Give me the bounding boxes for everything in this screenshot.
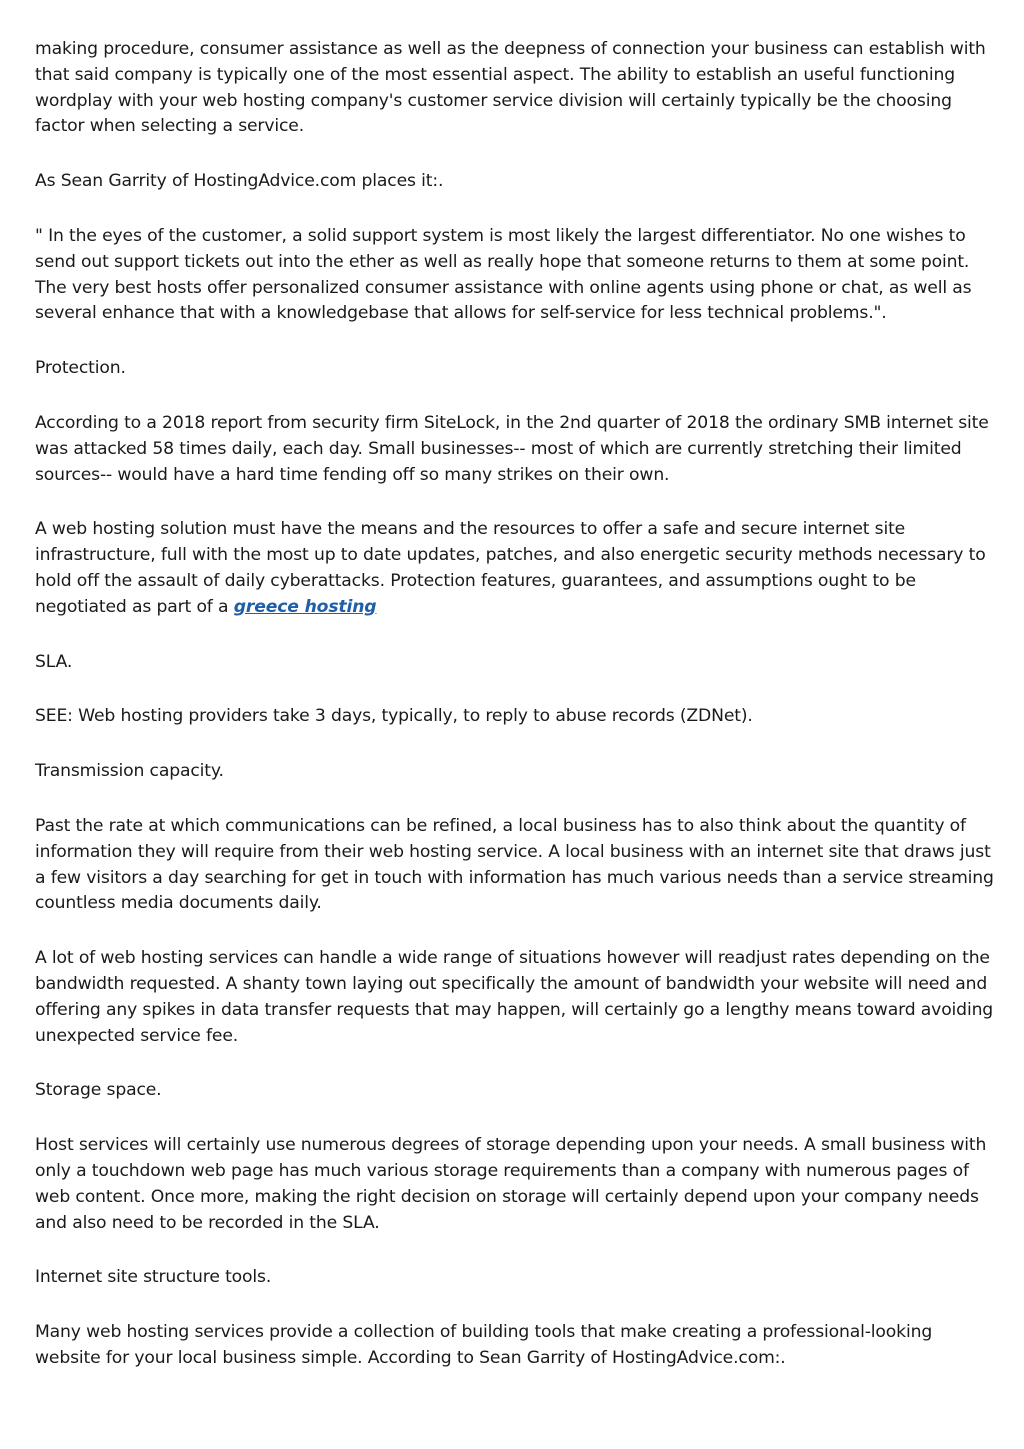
paragraph-support-intro: making procedure, consumer assistance as well as the deepness of connection your business can establish with that said company is typically one of the most essential aspect. The ability to establish an useful functioning wordplay with your web hosting company's customer service division will certainly typically be the choosing factor when selecting a service. [35, 39, 986, 137]
paragraph-security-text: A web hosting solution must have the means and the resources to offer a safe and secure internet site infrastructure, full with the most up to date updates, patches, and also energetic security methods necessary to hold off the assault of daily cyberattacks. Protection features, guarantees, and assumptions ought to be negotiated as part of a [35, 519, 986, 617]
document-body [35, 37, 995, 1372]
heading-transmission-capacity: Transmission capacity. [35, 761, 224, 782]
paragraph-security-infrastructure [35, 517, 995, 620]
paragraph-data-quantity: Past the rate at which communications can be refined, a local business has to also think about the quantity of information they will require from their web hosting service. A local business with an internet site that draws just a few visitors a day searching for get in touch with information has much various needs than a service streaming countless media documents daily. [35, 815, 994, 914]
paragraph-see-zdnet: SEE: Web hosting providers take 3 days, typically, to reply to abuse records (ZDNet). [35, 706, 753, 727]
greece-hosting-link[interactable]: greece hosting [233, 596, 377, 617]
heading-protection: Protection. [35, 358, 126, 379]
paragraph-storage-needs: Host services will certainly use numerous degrees of storage depending upon your needs. A small business with only a touchdown web page has much various storage requirements than a company with numerous pages of web content. Once more, making the right decision on storage will certainly depend upon your company needs and also need to be recorded in the SLA. [35, 1135, 987, 1233]
paragraph-sla: SLA. [35, 651, 73, 672]
paragraph-sitelock-report: According to a 2018 report from security firm SiteLock, in the 2nd quarter of 2018 the ordinary SMB internet site was attacked 58 times daily, each day. Small businesses-- most of which are currently stretching their limited sources-- would have a hard time fending off so many strikes on their own. [35, 412, 989, 485]
paragraph-quote-attribution: As Sean Garrity of HostingAdvice.com places it:. [35, 171, 444, 192]
paragraph-building-tools: Many web hosting services provide a collection of building tools that make creating a professional-looking website for your local business simple. According to Sean Garrity of HostingAdvice.com:. [35, 1322, 933, 1368]
heading-site-structure-tools: Internet site structure tools. [35, 1267, 272, 1288]
paragraph-bandwidth-rates: A lot of web hosting services can handle a wide range of situations however will readjust rates depending on the bandwidth requested. A shanty town laying out specifically the amount of bandwidth your website will need and offering any spikes in data transfer requests that may happen, will certainly go a lengthy means toward avoiding unexpected service fee. [35, 948, 994, 1046]
paragraph-support-quote: " In the eyes of the customer, a solid support system is most likely the largest differentiator. No one wishes to send out support tickets out into the ether as well as really hope that someone returns to them at some point. The very best hosts offer personalized consumer assistance with online agents using phone or chat, as well as several enhance that with a knowledgebase that allows for self-service for less technical problems.". [35, 225, 972, 324]
heading-storage-space: Storage space. [35, 1080, 162, 1101]
